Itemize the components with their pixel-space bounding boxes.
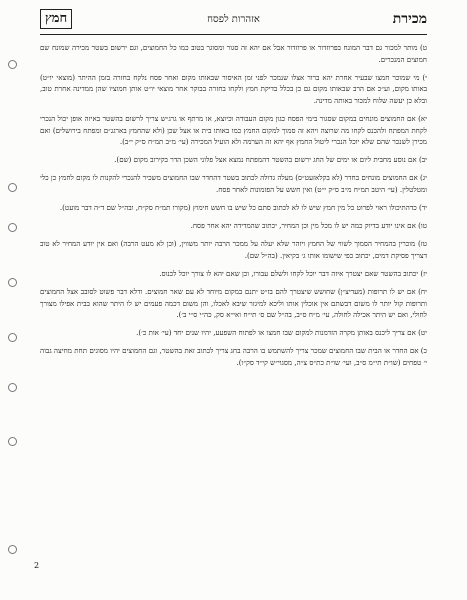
paragraph: י) מי שמוכר חמצו שבעיר אחרת יהא ברור אצלו שנמכר לפני זמן האיסור שבאותו מקום ואחר פסח נלקח בחזרה בזמן ההיתר (מוצאי יו״ט) באותו מקום, וע״כ אם הרב שבאותו מקום גם כן בכלל בדיקת חמץ ולקחו בחזרה בבוקר אחר מוצאי יו״ט אותן חמוציו שהן ממדינה אחרת טוב, ובלא כן יעשה שלוח למכור באותה מדינה. bbox=[40, 72, 427, 105]
binder-hole bbox=[8, 223, 17, 232]
paragraph: יא) אם החמוצים מונחים במקום שסגור בימי הפסח כגון מקום העבודה וכיוצא, או מרתף או גרג״ש צריך לרשום בהשטר באיזה אופן יכול הנכרי לקחת המפתח ולהכנס לקחו מה שרוצה ויהא זה סמוך למקום החמץ כמו באותו בית או אצל שכן (ולא שהחמץ בארגג״ם ומפתח בירושלים) ואם מכירן לשנכר שהם שלא יוכל הנכרי ליטול החמץ אף יהא זה הערמה ולא הועיל המכירה (עי׳ מ״ב תמ״ח ס״ק י״ב). bbox=[40, 113, 427, 147]
paragraph: יט) אם צריך ליכנס באותן מקרה הזדמנות למקום שבו חמצו או לפתוח השפעע, יהיו שנים יחד (עי׳ אות כ׳). bbox=[136, 328, 427, 338]
header-divider bbox=[40, 34, 427, 35]
paragraph: ט) מותר למכור גם דבר המונח בפרוזדור או פרוזדור אבל אם יהא זה סגור ומסוגר בטוב כמו כל החמוצים, וגם ירשום בשטר מכירה שמונח שם חמוצים המנכרים. bbox=[40, 43, 427, 64]
binder-hole bbox=[8, 383, 17, 392]
paragraph: יב) אם נוסע מחבית ליום או ימים של החג ירשום בהשטר דהמפתח נמצא אצל פלוני השכן הדר בקירוב מקום (שם). bbox=[114, 155, 427, 165]
page-number: 2 bbox=[34, 561, 40, 570]
paragraph: יג) אם החמוצים מונחים בחדר (לא בקלאזעט״ס) מעלה גדולה לכתוב בשטר דהחדר שבו החמוצים משכיר להנכרי להקנות לו מקום לחמץ כן כלי ומטלטלין. (עי׳ היטב תמ״ח מ״ב ס״ק י״ט) ואין חשש על הפזמונות לאחר פסח. bbox=[40, 173, 427, 194]
binder-hole bbox=[8, 278, 17, 287]
paragraph: יז) יכתוב בהשטר שאם יצטרך איזה דבר יוכל לקחו ולשלם עבורו, וכן שאם יהא לו צורך יוכל לכנוס. bbox=[159, 268, 427, 278]
paragraph: כ) אם החדר או הבית שבו החמוצים שמכר צריך להשתמש בו הרבה בחג צריך לכתוב זאת בהשטר, וגם החמוצים יהיו מסוגים תחת מחיצה גבוה י׳ טפחים (שו״ת תי״מ ס״ב, ועי׳ שו״ת כת״ס צ״ה, מסגוי״ש קי״ד סק״ו). bbox=[40, 346, 427, 367]
binder-hole bbox=[8, 437, 17, 446]
paragraph: יד) כדהתיכולו ראוי לפרוט כל מין חמץ שיש לו לא לכתוב סתם כל שיש בו חשש חימוץ (מקורו תמ״ח סק״ח, ובה״ל שם ד״ה דבר מועט). bbox=[59, 203, 427, 213]
paragraph: טו) אם אינו יודע בדיוק כמה יש לו מכל מין וכן המחיר, יכתוב שהמדידה יהא אחר פסח. bbox=[190, 221, 427, 231]
header-title-center: אזהרות לפסח bbox=[207, 14, 260, 25]
page-header bbox=[40, 11, 427, 33]
binder-hole bbox=[8, 60, 17, 69]
paragraph: יח) אם יש לו תרופות (מעדיצ״ן) שחושש שיצטרך להם בז״ט יתנם במקום מיוחד לא עם שאר חמוצים. ודלא דבר פשוט לסובב אצל החמוצים ותרופות קול יותר לו משום דבשתם אין אוכלין אותו וליכא למיגזר שיבא לאכלו, והן משום דכמה פעמים יש לו היתר שהוא בבית אפילו מצורך לחולי, ואם יש היתר אכילה לחולה, עי׳ מ״ח ס״ב, בה״ל שם ס׳ תי״ח ואי״א סק, כה״י ס״י ב׳). bbox=[40, 287, 427, 320]
binder-hole bbox=[8, 183, 17, 192]
paragraph: טז) מוכרין בהמחיר הסמוך לשווי של החמץ ויזהר שלא יעלה על ממכר הרבה יותר משווין, (וכן לא מעט הרבה) ואם אין יודע המחיר לא טוב דצריך פסיקת דמים, יכתוב כפי שישומו אותו ג׳ בקיאין. (בה״ל שם). bbox=[40, 239, 427, 260]
binder-holes bbox=[8, 0, 18, 600]
binder-hole bbox=[8, 333, 17, 342]
header-title-right: מכירת bbox=[392, 11, 427, 27]
document-body bbox=[40, 42, 427, 375]
binder-hole bbox=[8, 545, 17, 554]
header-title-left: חמץ bbox=[40, 9, 72, 29]
